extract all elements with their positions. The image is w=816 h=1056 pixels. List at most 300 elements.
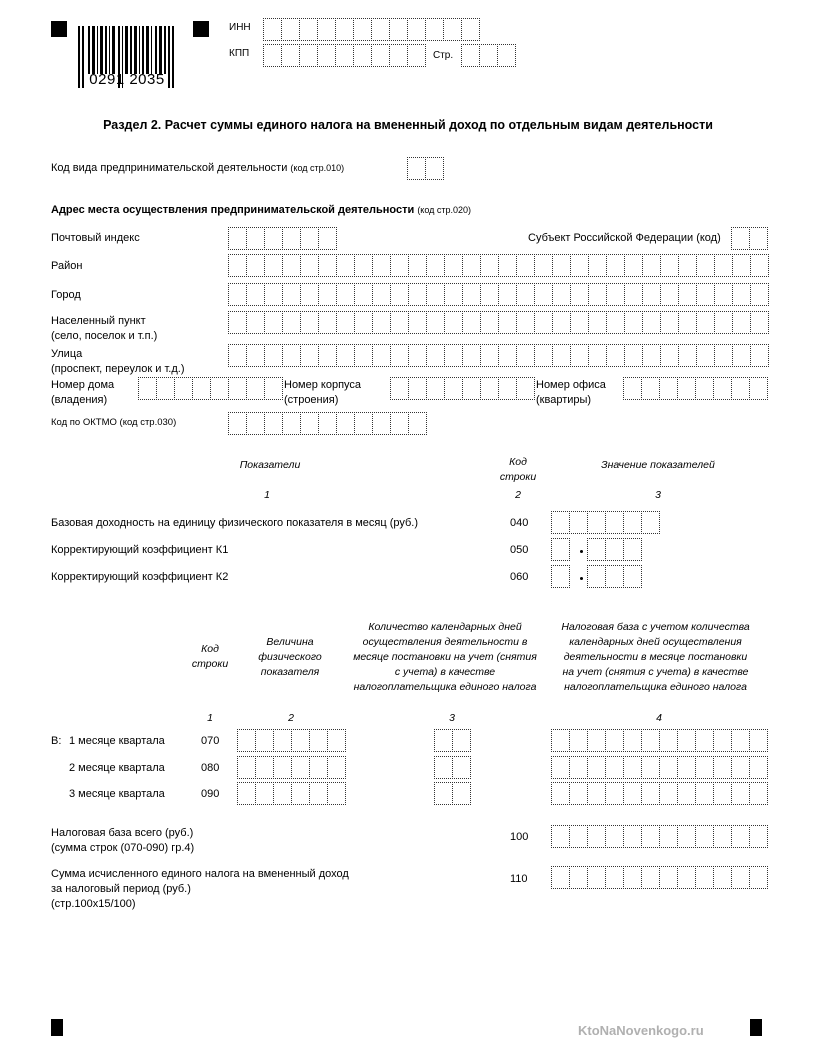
- char-cell[interactable]: [498, 254, 517, 277]
- char-cell[interactable]: [677, 782, 696, 805]
- char-cell[interactable]: [623, 825, 642, 848]
- char-cell[interactable]: [588, 283, 607, 306]
- char-cell[interactable]: [642, 254, 661, 277]
- month-3-days-field[interactable]: [434, 782, 470, 804]
- char-cell[interactable]: [228, 254, 247, 277]
- char-cell[interactable]: [318, 412, 337, 435]
- char-cell[interactable]: [264, 412, 283, 435]
- month-1-physical-field[interactable]: [237, 729, 345, 751]
- char-cell[interactable]: [750, 311, 769, 334]
- char-cell[interactable]: [569, 866, 588, 889]
- char-cell[interactable]: [732, 283, 751, 306]
- char-cell[interactable]: [389, 18, 408, 41]
- char-cell[interactable]: [605, 782, 624, 805]
- char-cell[interactable]: [390, 283, 409, 306]
- char-cell[interactable]: [318, 254, 337, 277]
- char-cell[interactable]: [246, 283, 265, 306]
- char-cell[interactable]: [623, 729, 642, 752]
- char-cell[interactable]: [264, 377, 283, 400]
- char-cell[interactable]: [570, 311, 589, 334]
- char-cell[interactable]: [192, 377, 211, 400]
- char-cell[interactable]: [551, 511, 570, 534]
- char-cell[interactable]: [444, 344, 463, 367]
- char-cell[interactable]: [696, 344, 715, 367]
- char-cell[interactable]: [731, 756, 750, 779]
- char-cell[interactable]: [264, 311, 283, 334]
- row-050-field[interactable]: [551, 538, 641, 560]
- char-cell[interactable]: [335, 18, 354, 41]
- char-cell[interactable]: [695, 729, 714, 752]
- char-cell[interactable]: [732, 311, 751, 334]
- char-cell[interactable]: [264, 344, 283, 367]
- char-cell[interactable]: [390, 254, 409, 277]
- char-cell[interactable]: [336, 311, 355, 334]
- house-field[interactable]: [138, 377, 282, 399]
- char-cell[interactable]: [534, 254, 553, 277]
- char-cell[interactable]: [552, 254, 571, 277]
- char-cell[interactable]: [425, 18, 444, 41]
- char-cell[interactable]: [353, 44, 372, 67]
- char-cell[interactable]: [407, 157, 426, 180]
- char-cell[interactable]: [354, 412, 373, 435]
- char-cell[interactable]: [660, 254, 679, 277]
- month-3-tax-base-field[interactable]: [551, 782, 767, 804]
- char-cell[interactable]: [425, 157, 444, 180]
- char-cell[interactable]: [444, 377, 463, 400]
- char-cell[interactable]: [731, 227, 750, 250]
- char-cell[interactable]: [660, 311, 679, 334]
- char-cell[interactable]: [264, 283, 283, 306]
- char-cell[interactable]: [407, 44, 426, 67]
- char-cell[interactable]: [587, 782, 606, 805]
- char-cell[interactable]: [516, 377, 535, 400]
- char-cell[interactable]: [714, 283, 733, 306]
- char-cell[interactable]: [605, 756, 624, 779]
- char-cell[interactable]: [731, 866, 750, 889]
- char-cell[interactable]: [588, 254, 607, 277]
- char-cell[interactable]: [659, 782, 678, 805]
- char-cell[interactable]: [534, 311, 553, 334]
- char-cell[interactable]: [264, 227, 283, 250]
- char-cell[interactable]: [749, 729, 768, 752]
- k2-fraction-cell[interactable]: [587, 565, 606, 588]
- char-cell[interactable]: [623, 866, 642, 889]
- month-1-tax-base-field[interactable]: [551, 729, 767, 751]
- k2-fraction-cell[interactable]: [605, 565, 624, 588]
- char-cell[interactable]: [497, 44, 516, 67]
- char-cell[interactable]: [291, 756, 310, 779]
- char-cell[interactable]: [660, 344, 679, 367]
- char-cell[interactable]: [461, 18, 480, 41]
- char-cell[interactable]: [281, 18, 300, 41]
- char-cell[interactable]: [434, 729, 453, 752]
- char-cell[interactable]: [318, 227, 337, 250]
- char-cell[interactable]: [623, 756, 642, 779]
- char-cell[interactable]: [462, 254, 481, 277]
- char-cell[interactable]: [731, 825, 750, 848]
- char-cell[interactable]: [246, 377, 265, 400]
- char-cell[interactable]: [498, 344, 517, 367]
- char-cell[interactable]: [587, 729, 606, 752]
- char-cell[interactable]: [228, 377, 247, 400]
- char-cell[interactable]: [696, 254, 715, 277]
- char-cell[interactable]: [498, 377, 517, 400]
- char-cell[interactable]: [749, 866, 768, 889]
- char-cell[interactable]: [731, 729, 750, 752]
- char-cell[interactable]: [317, 18, 336, 41]
- char-cell[interactable]: [552, 344, 571, 367]
- char-cell[interactable]: [749, 825, 768, 848]
- char-cell[interactable]: [569, 756, 588, 779]
- char-cell[interactable]: [516, 283, 535, 306]
- street-field[interactable]: [228, 344, 768, 366]
- char-cell[interactable]: [371, 44, 390, 67]
- row-060-field[interactable]: [551, 565, 641, 587]
- char-cell[interactable]: [713, 729, 732, 752]
- char-cell[interactable]: [237, 729, 256, 752]
- char-cell[interactable]: [434, 782, 453, 805]
- char-cell[interactable]: [228, 412, 247, 435]
- char-cell[interactable]: [300, 227, 319, 250]
- char-cell[interactable]: [138, 377, 157, 400]
- char-cell[interactable]: [713, 756, 732, 779]
- char-cell[interactable]: [318, 283, 337, 306]
- char-cell[interactable]: [713, 866, 732, 889]
- char-cell[interactable]: [426, 283, 445, 306]
- char-cell[interactable]: [263, 18, 282, 41]
- char-cell[interactable]: [444, 311, 463, 334]
- char-cell[interactable]: [317, 44, 336, 67]
- char-cell[interactable]: [641, 729, 660, 752]
- char-cell[interactable]: [732, 344, 751, 367]
- char-cell[interactable]: [551, 825, 570, 848]
- char-cell[interactable]: [408, 377, 427, 400]
- char-cell[interactable]: [246, 254, 265, 277]
- char-cell[interactable]: [552, 311, 571, 334]
- char-cell[interactable]: [551, 866, 570, 889]
- char-cell[interactable]: [605, 511, 624, 534]
- char-cell[interactable]: [318, 311, 337, 334]
- char-cell[interactable]: [246, 344, 265, 367]
- char-cell[interactable]: [273, 782, 292, 805]
- char-cell[interactable]: [282, 283, 301, 306]
- row-040-field[interactable]: [551, 511, 659, 533]
- char-cell[interactable]: [551, 756, 570, 779]
- char-cell[interactable]: [641, 782, 660, 805]
- char-cell[interactable]: [516, 311, 535, 334]
- char-cell[interactable]: [677, 377, 696, 400]
- oktmo-field[interactable]: [228, 412, 426, 434]
- char-cell[interactable]: [569, 511, 588, 534]
- city-field[interactable]: [228, 283, 768, 305]
- char-cell[interactable]: [624, 344, 643, 367]
- char-cell[interactable]: [749, 227, 768, 250]
- char-cell[interactable]: [570, 254, 589, 277]
- char-cell[interactable]: [605, 825, 624, 848]
- char-cell[interactable]: [606, 344, 625, 367]
- char-cell[interactable]: [299, 18, 318, 41]
- char-cell[interactable]: [498, 283, 517, 306]
- char-cell[interactable]: [273, 729, 292, 752]
- char-cell[interactable]: [606, 254, 625, 277]
- char-cell[interactable]: [516, 254, 535, 277]
- building-field[interactable]: [390, 377, 534, 399]
- char-cell[interactable]: [624, 254, 643, 277]
- char-cell[interactable]: [174, 377, 193, 400]
- char-cell[interactable]: [570, 283, 589, 306]
- char-cell[interactable]: [255, 782, 274, 805]
- char-cell[interactable]: [713, 782, 732, 805]
- char-cell[interactable]: [713, 377, 732, 400]
- char-cell[interactable]: [552, 283, 571, 306]
- char-cell[interactable]: [255, 756, 274, 779]
- char-cell[interactable]: [336, 283, 355, 306]
- char-cell[interactable]: [659, 729, 678, 752]
- char-cell[interactable]: [263, 44, 282, 67]
- char-cell[interactable]: [695, 825, 714, 848]
- char-cell[interactable]: [588, 344, 607, 367]
- char-cell[interactable]: [372, 412, 391, 435]
- char-cell[interactable]: [452, 782, 471, 805]
- char-cell[interactable]: [228, 344, 247, 367]
- char-cell[interactable]: [551, 729, 570, 752]
- char-cell[interactable]: [282, 412, 301, 435]
- char-cell[interactable]: [264, 254, 283, 277]
- char-cell[interactable]: [587, 825, 606, 848]
- inn-field[interactable]: [263, 18, 479, 40]
- char-cell[interactable]: [660, 283, 679, 306]
- char-cell[interactable]: [731, 782, 750, 805]
- activity-code-field[interactable]: [407, 157, 443, 179]
- char-cell[interactable]: [588, 311, 607, 334]
- char-cell[interactable]: [587, 756, 606, 779]
- char-cell[interactable]: [479, 44, 498, 67]
- char-cell[interactable]: [291, 782, 310, 805]
- char-cell[interactable]: [695, 756, 714, 779]
- char-cell[interactable]: [354, 311, 373, 334]
- char-cell[interactable]: [678, 283, 697, 306]
- region-code-field[interactable]: [731, 227, 767, 249]
- char-cell[interactable]: [678, 311, 697, 334]
- char-cell[interactable]: [606, 283, 625, 306]
- char-cell[interactable]: [390, 344, 409, 367]
- char-cell[interactable]: [498, 311, 517, 334]
- char-cell[interactable]: [336, 254, 355, 277]
- char-cell[interactable]: [426, 311, 445, 334]
- char-cell[interactable]: [246, 412, 265, 435]
- char-cell[interactable]: [696, 311, 715, 334]
- char-cell[interactable]: [551, 782, 570, 805]
- char-cell[interactable]: [714, 344, 733, 367]
- char-cell[interactable]: [327, 782, 346, 805]
- tax-amount-field[interactable]: [551, 866, 767, 888]
- char-cell[interactable]: [335, 44, 354, 67]
- char-cell[interactable]: [336, 412, 355, 435]
- char-cell[interactable]: [480, 283, 499, 306]
- char-cell[interactable]: [237, 756, 256, 779]
- char-cell[interactable]: [641, 756, 660, 779]
- char-cell[interactable]: [678, 344, 697, 367]
- char-cell[interactable]: [677, 729, 696, 752]
- char-cell[interactable]: [309, 782, 328, 805]
- char-cell[interactable]: [408, 254, 427, 277]
- char-cell[interactable]: [300, 344, 319, 367]
- char-cell[interactable]: [534, 344, 553, 367]
- char-cell[interactable]: [677, 825, 696, 848]
- k1-integer-cell[interactable]: [551, 538, 570, 561]
- char-cell[interactable]: [623, 377, 642, 400]
- char-cell[interactable]: [605, 729, 624, 752]
- char-cell[interactable]: [300, 412, 319, 435]
- char-cell[interactable]: [641, 511, 660, 534]
- char-cell[interactable]: [750, 283, 769, 306]
- char-cell[interactable]: [480, 254, 499, 277]
- char-cell[interactable]: [462, 311, 481, 334]
- office-field[interactable]: [623, 377, 767, 399]
- char-cell[interactable]: [336, 344, 355, 367]
- settlement-field[interactable]: [228, 311, 768, 333]
- char-cell[interactable]: [623, 782, 642, 805]
- char-cell[interactable]: [372, 311, 391, 334]
- char-cell[interactable]: [461, 44, 480, 67]
- char-cell[interactable]: [696, 283, 715, 306]
- char-cell[interactable]: [480, 377, 499, 400]
- char-cell[interactable]: [731, 377, 750, 400]
- char-cell[interactable]: [291, 729, 310, 752]
- char-cell[interactable]: [354, 344, 373, 367]
- char-cell[interactable]: [750, 344, 769, 367]
- char-cell[interactable]: [309, 756, 328, 779]
- char-cell[interactable]: [659, 377, 678, 400]
- k1-fraction-cell[interactable]: [605, 538, 624, 561]
- char-cell[interactable]: [408, 283, 427, 306]
- char-cell[interactable]: [237, 782, 256, 805]
- char-cell[interactable]: [695, 866, 714, 889]
- kpp-field[interactable]: [263, 44, 425, 66]
- char-cell[interactable]: [246, 227, 265, 250]
- char-cell[interactable]: [300, 254, 319, 277]
- char-cell[interactable]: [228, 227, 247, 250]
- char-cell[interactable]: [713, 825, 732, 848]
- char-cell[interactable]: [407, 18, 426, 41]
- char-cell[interactable]: [659, 756, 678, 779]
- char-cell[interactable]: [273, 756, 292, 779]
- char-cell[interactable]: [390, 377, 409, 400]
- char-cell[interactable]: [371, 18, 390, 41]
- month-2-tax-base-field[interactable]: [551, 756, 767, 778]
- char-cell[interactable]: [749, 756, 768, 779]
- char-cell[interactable]: [444, 254, 463, 277]
- char-cell[interactable]: [678, 254, 697, 277]
- char-cell[interactable]: [642, 311, 661, 334]
- char-cell[interactable]: [569, 729, 588, 752]
- char-cell[interactable]: [714, 311, 733, 334]
- char-cell[interactable]: [390, 311, 409, 334]
- char-cell[interactable]: [354, 283, 373, 306]
- district-field[interactable]: [228, 254, 768, 276]
- month-2-days-field[interactable]: [434, 756, 470, 778]
- char-cell[interactable]: [749, 377, 768, 400]
- char-cell[interactable]: [570, 344, 589, 367]
- char-cell[interactable]: [228, 283, 247, 306]
- char-cell[interactable]: [659, 866, 678, 889]
- char-cell[interactable]: [642, 344, 661, 367]
- char-cell[interactable]: [389, 44, 408, 67]
- char-cell[interactable]: [300, 311, 319, 334]
- char-cell[interactable]: [426, 254, 445, 277]
- char-cell[interactable]: [624, 311, 643, 334]
- postal-index-field[interactable]: [228, 227, 336, 249]
- char-cell[interactable]: [750, 254, 769, 277]
- char-cell[interactable]: [281, 44, 300, 67]
- char-cell[interactable]: [443, 18, 462, 41]
- char-cell[interactable]: [300, 283, 319, 306]
- char-cell[interactable]: [605, 866, 624, 889]
- char-cell[interactable]: [282, 254, 301, 277]
- char-cell[interactable]: [444, 283, 463, 306]
- char-cell[interactable]: [372, 283, 391, 306]
- char-cell[interactable]: [462, 377, 481, 400]
- char-cell[interactable]: [659, 825, 678, 848]
- char-cell[interactable]: [309, 729, 328, 752]
- char-cell[interactable]: [282, 227, 301, 250]
- char-cell[interactable]: [534, 283, 553, 306]
- char-cell[interactable]: [606, 311, 625, 334]
- month-1-days-field[interactable]: [434, 729, 470, 751]
- char-cell[interactable]: [462, 283, 481, 306]
- char-cell[interactable]: [246, 311, 265, 334]
- k2-integer-cell[interactable]: [551, 565, 570, 588]
- char-cell[interactable]: [299, 44, 318, 67]
- k1-fraction-cell[interactable]: [623, 538, 642, 561]
- char-cell[interactable]: [714, 254, 733, 277]
- char-cell[interactable]: [426, 344, 445, 367]
- char-cell[interactable]: [255, 729, 274, 752]
- char-cell[interactable]: [462, 344, 481, 367]
- char-cell[interactable]: [327, 729, 346, 752]
- total-tax-base-field[interactable]: [551, 825, 767, 847]
- char-cell[interactable]: [516, 344, 535, 367]
- char-cell[interactable]: [569, 782, 588, 805]
- char-cell[interactable]: [408, 344, 427, 367]
- char-cell[interactable]: [641, 377, 660, 400]
- char-cell[interactable]: [282, 311, 301, 334]
- char-cell[interactable]: [569, 825, 588, 848]
- char-cell[interactable]: [354, 254, 373, 277]
- char-cell[interactable]: [749, 782, 768, 805]
- char-cell[interactable]: [327, 756, 346, 779]
- char-cell[interactable]: [282, 344, 301, 367]
- char-cell[interactable]: [677, 756, 696, 779]
- page-number-field[interactable]: [461, 44, 515, 66]
- char-cell[interactable]: [677, 866, 696, 889]
- char-cell[interactable]: [156, 377, 175, 400]
- k1-fraction-cell[interactable]: [587, 538, 606, 561]
- month-2-physical-field[interactable]: [237, 756, 345, 778]
- char-cell[interactable]: [452, 756, 471, 779]
- char-cell[interactable]: [372, 344, 391, 367]
- char-cell[interactable]: [408, 311, 427, 334]
- char-cell[interactable]: [695, 782, 714, 805]
- char-cell[interactable]: [372, 254, 391, 277]
- char-cell[interactable]: [426, 377, 445, 400]
- char-cell[interactable]: [210, 377, 229, 400]
- char-cell[interactable]: [452, 729, 471, 752]
- month-3-physical-field[interactable]: [237, 782, 345, 804]
- char-cell[interactable]: [353, 18, 372, 41]
- char-cell[interactable]: [641, 825, 660, 848]
- char-cell[interactable]: [480, 344, 499, 367]
